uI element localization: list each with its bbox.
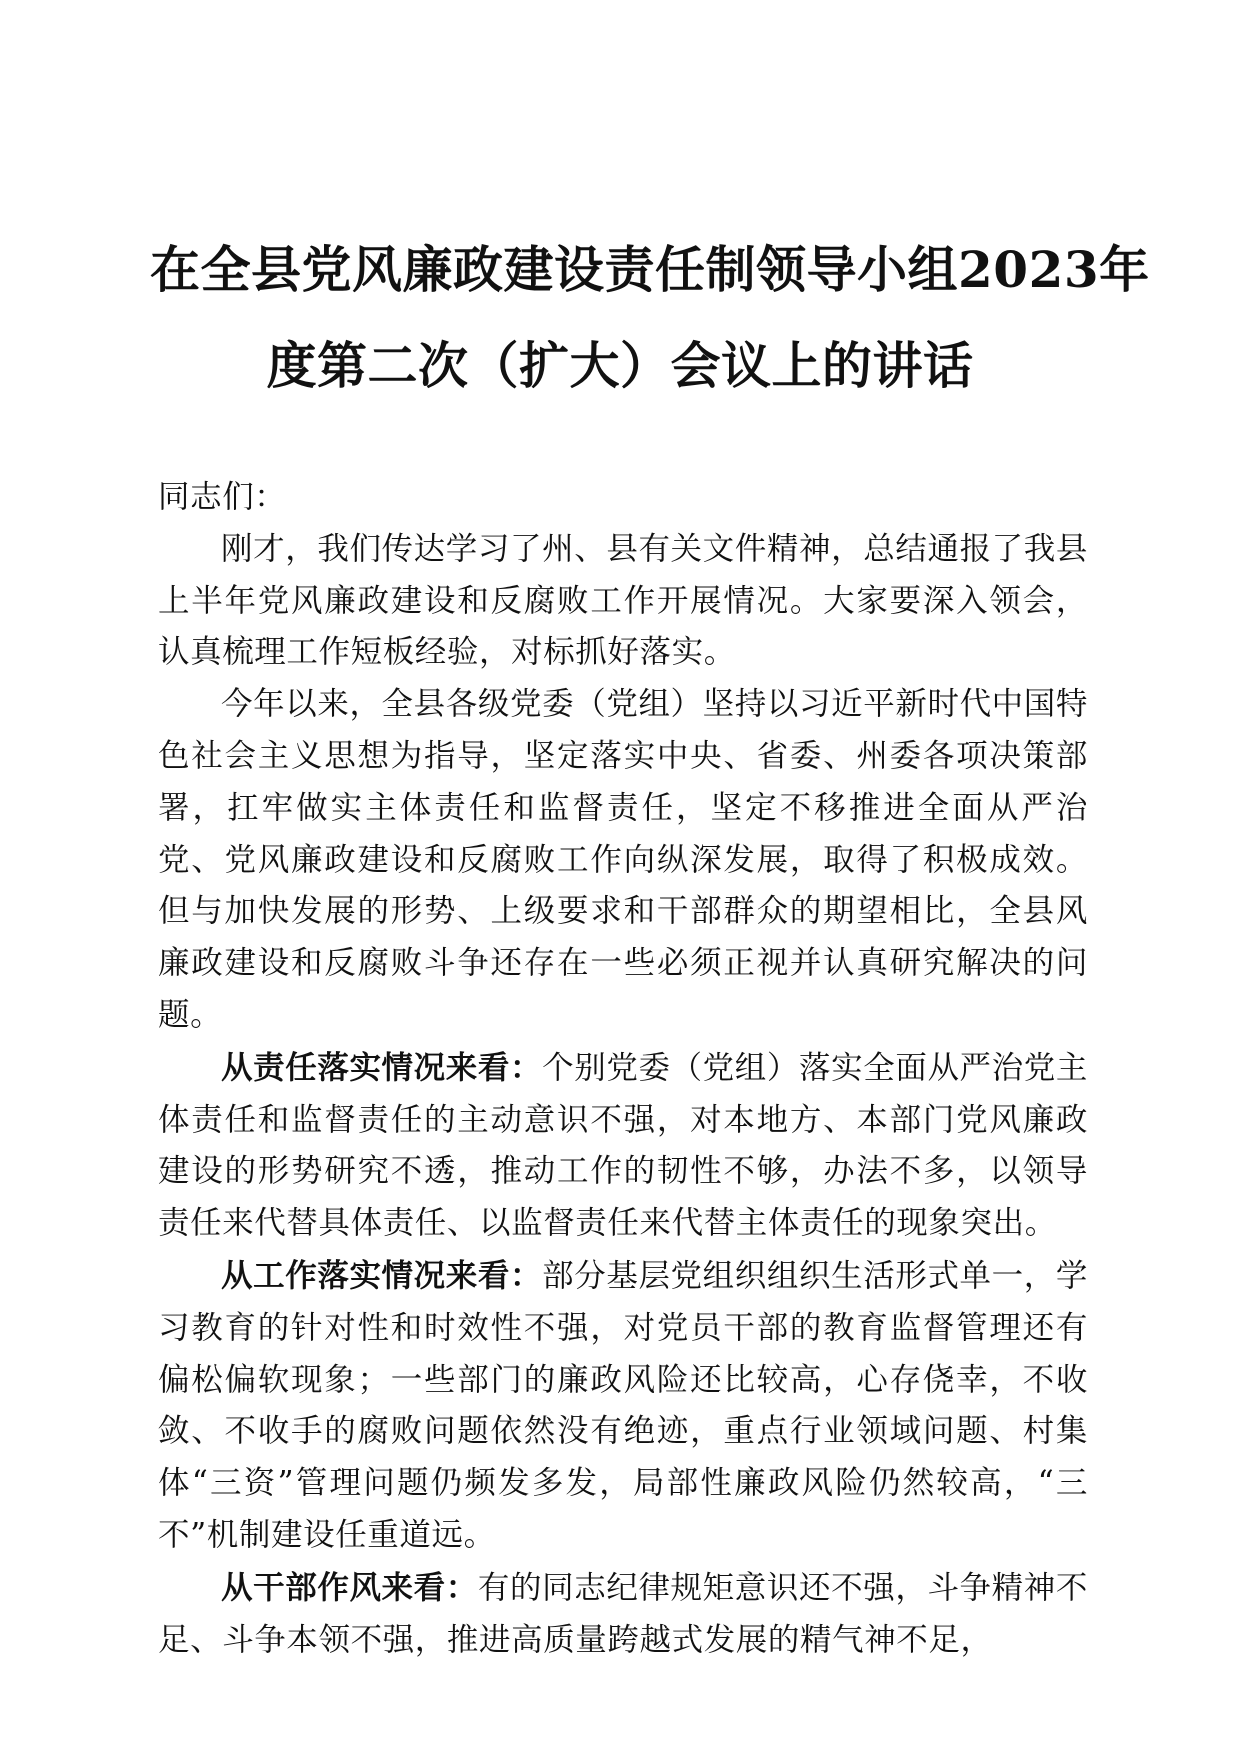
paragraph-lead: 从干部作风来看：	[221, 1568, 478, 1606]
paragraph-text: 刚才，我们传达学习了州、县有关文件精神，总结通报了我县上半年党风廉政建设和反腐败工作开展情况。大家要深入领会，认真梳理工作短板经验，对标抓好落实。	[158, 530, 1088, 671]
salutation: 同志们：	[158, 479, 287, 515]
paragraph-text: 个别党委（党组）落实全面从严治党主体责任和监督责任的主动意识不强，对本地方、本部门党风廉政建设的形势研究不透，推动工作的韧性不够，办法不多，以领导责任来代替具体责任、以监督责任来代替主体责任的现象突出。	[158, 1049, 1088, 1242]
title-line-2: 度第二次（扩大）会议上的讲话	[266, 336, 974, 395]
paragraph-text: 有的同志纪律规矩意识还不强，斗争精神不足、斗争本领不强，推进高质量跨越式发展的精气神不足，	[158, 1569, 1088, 1658]
paragraph-lead: 从责任落实情况来看：	[221, 1048, 543, 1086]
paragraph-overview	[158, 679, 1088, 1042]
paragraph-opening	[158, 524, 1088, 679]
document-title	[150, 222, 1150, 414]
title-line-1: 在全县党风廉政建设责任制领导小组2023年	[150, 240, 1150, 299]
paragraph-lead: 从工作落实情况来看：	[221, 1256, 543, 1294]
paragraph-work-implementation	[158, 1250, 1088, 1562]
paragraph-text: 部分基层党组织组织生活形式单一，学习教育的针对性和时效性不强，对党员干部的教育监督管理还有偏松偏软现象；一些部门的廉政风险还比较高，心存侥幸，不收敛、不收手的腐败问题依然没有绝迹，重点行业领域问题、村集体“三资”管理问题仍频发多发，局部性廉政风险仍然较高，“三不”机制建设任重道远。	[158, 1257, 1088, 1553]
paragraph-responsibility	[158, 1042, 1088, 1250]
paragraph-text: 今年以来，全县各级党委（党组）坚持以习近平新时代中国特色社会主义思想为指导，坚定落实中央、省委、州委各项决策部署，扛牢做实主体责任和监督责任，坚定不移推进全面从严治党、党风廉政建设和反腐败工作向纵深发展，取得了积极成效。但与加快发展的形势、上级要求和干部群众的期望相比，全县风廉政建设和反腐败斗争还存在一些必须正视并认真研究解决的问题。	[158, 686, 1088, 1033]
paragraph-cadre-style	[158, 1562, 1088, 1667]
document-body	[158, 472, 1088, 1666]
